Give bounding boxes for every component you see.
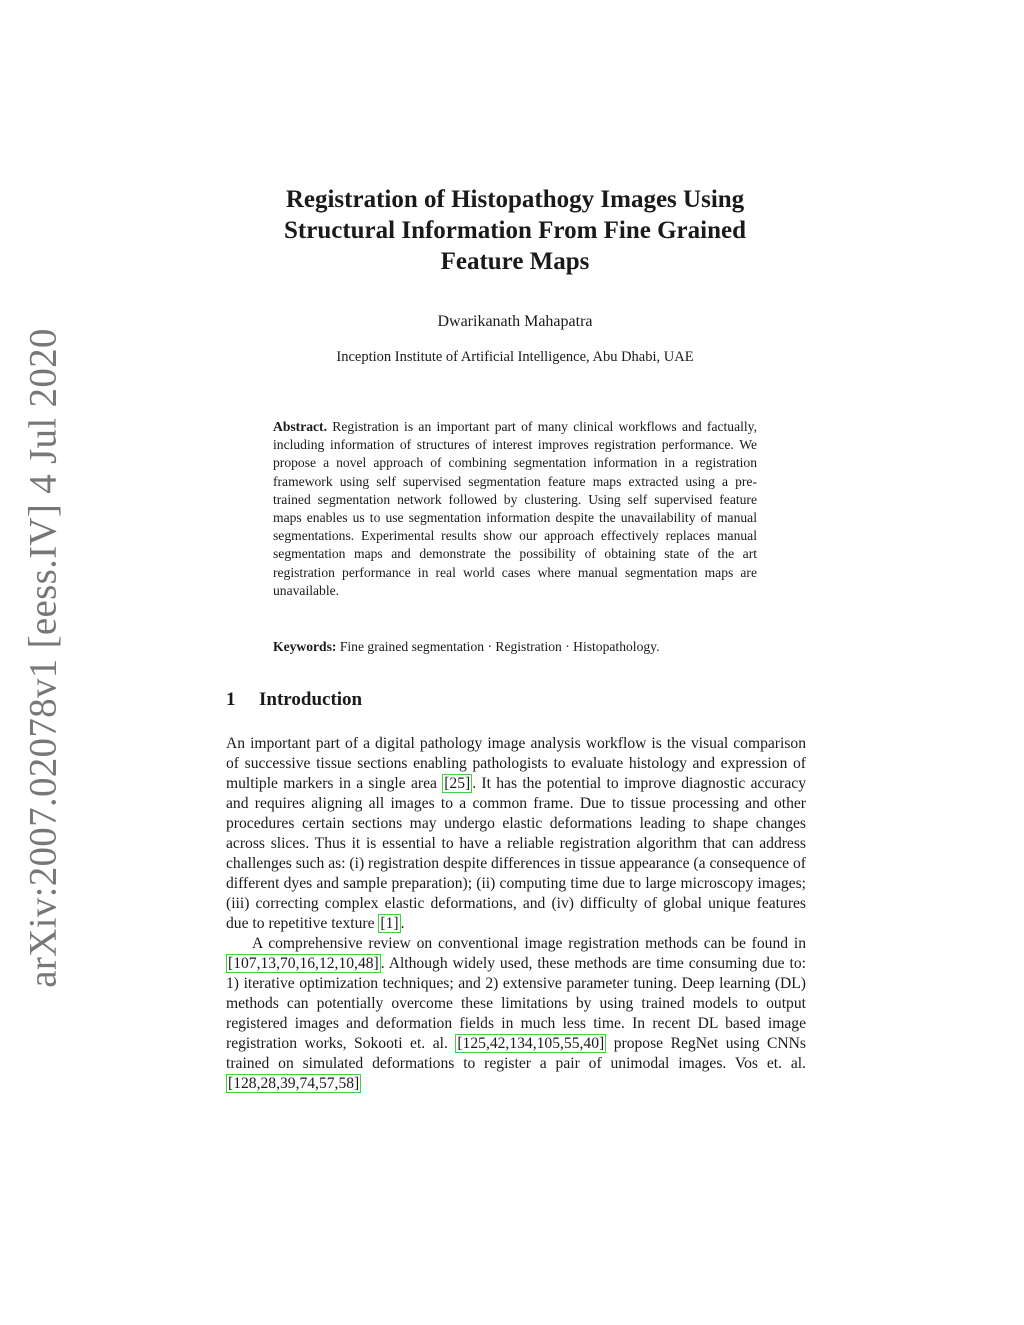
title-line: Registration of Histopathogy Images Using [285,186,745,213]
paragraph-text: . [400,915,405,932]
section-heading [226,689,362,711]
paper-title [200,184,830,277]
abstract [273,418,757,600]
paragraph-text: . Although widely used, these methods are time consuming due to: 1) iterative optimization techniques; and 2) extensive parameter tuning. Deep learning (DL) methods can potentially overcome these limitations by using trained models to output registered images and deformation fields in much less time. In recent DL based image registration works, Sokooti et. al. [226,955,806,1052]
paragraph-text: A comprehensive review on conventional image registration methods can be found in [252,935,806,952]
citation-link[interactable]: [25] [444,775,471,792]
author-name: Dwarikanath Mahapatra [437,313,593,330]
citation-link[interactable]: [1] [380,915,399,932]
title-line: Feature Maps [440,248,590,275]
section-title: Introduction [259,689,363,710]
abstract-label: Abstract. [273,419,327,434]
paragraph [226,934,806,1094]
paragraph-text: propose RegNet using CNNs trained on simulated deformations to register a pair of unimodal images. Vos et. al. [226,1035,806,1072]
keywords-text: Fine grained segmentation · Registration · Histopathology. [339,639,660,654]
paragraph [226,734,806,934]
affiliation: Inception Institute of Artificial Intelligence, Abu Dhabi, UAE [336,349,694,365]
section-number: 1 [226,689,236,710]
arxiv-identifier: arXiv:2007.02078v1 [eess.IV] 4 Jul 2020 [21,328,65,988]
keywords-label: Keywords: [273,639,337,654]
paragraph-text: . It has the potential to improve diagnostic accuracy and requires aligning all images to a common frame. Due to tissue processing and other procedures certain sections may undergo elastic deformations leading to shape changes across slices. Thus it is essential to have a reliable registration algorithm that can address challenges such as: (i) registration despite differences in tissue appearance (a consequence of different dyes and sample preparation); (ii) computing time due to large microscopy images; (iii) correcting complex elastic deformations, and (iv) difficulty of global unique features due to repetitive texture [226,775,806,932]
abstract-text: Registration is an important part of many clinical workflows and factually, including information of structures of interest improves registration performance. We propose a novel approach of combining segmentation information in a registration framework using self supervised segmentation feature maps extracted using a pre-trained segmentation network followed by clustering. Using self supervised feature maps enables us to use segmentation information despite the unavailability of manual segmentations. Experimental results show our approach effectively replaces manual segmentation maps and demonstrate the possibility of obtaining state of the art registration performance in real world cases where manual segmentation maps are unavailable. [273,419,757,598]
title-line: Structural Information From Fine Grained [284,217,746,244]
citation-link[interactable]: [128,28,39,74,57,58] [228,1075,360,1092]
citation-link[interactable]: [125,42,134,105,55,40] [457,1035,605,1052]
introduction-body [226,734,806,1094]
citation-link[interactable]: [107,13,70,16,12,10,48] [228,955,379,972]
paragraph-text: An important part of a digital pathology image analysis workflow is the visual comparison of successive tissue sections enabling pathologists to evaluate histology and expression of multiple markers in a single area [226,735,806,792]
keywords [273,638,757,656]
